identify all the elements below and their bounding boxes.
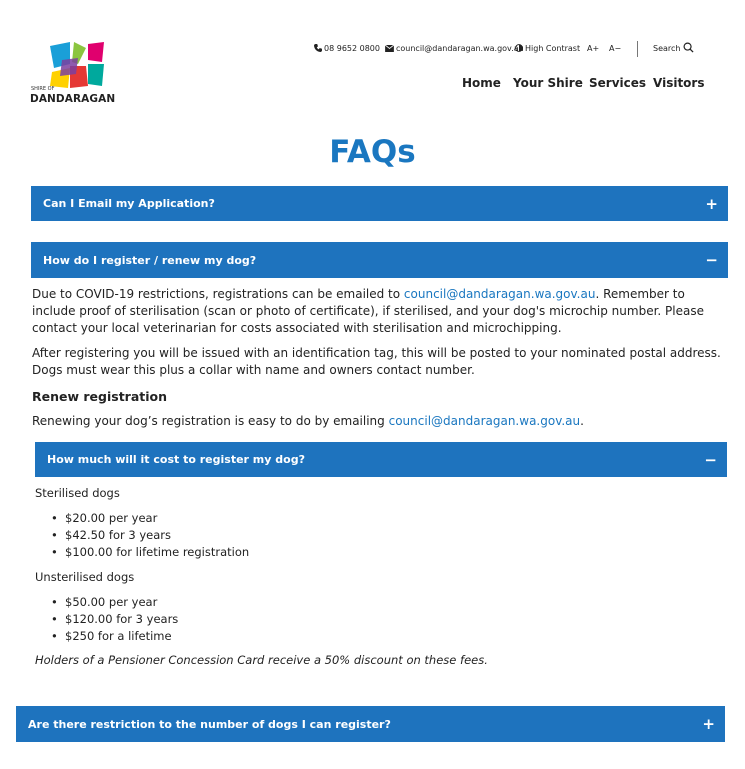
faq-question: Can I Email my Application? — [43, 197, 215, 210]
logo-prefix: SHIRE OF — [31, 86, 55, 92]
nav-services[interactable]: Services — [589, 76, 647, 90]
nav-home[interactable]: Home — [462, 76, 501, 90]
list-item: • $120.00 for 3 years — [51, 611, 178, 628]
council-email-link[interactable]: council@dandaragan.wa.gov.au — [388, 414, 581, 428]
list-item: • $20.00 per year — [51, 510, 249, 527]
pensioner-discount-note: Holders of a Pensioner Concession Card receive a 50% discount on these fees. — [35, 653, 488, 667]
register-paragraph-1: Due to COVID-19 restrictions, registrations can be emailed to council@dandaragan.wa.gov.au. Remember to include proof of sterilisation (scan or photo of certificate), if sterilised, and your dog's microchip number. Please contact your local veterinarian for costs associated with sterilisation and microchipping. — [32, 287, 704, 335]
font-increase-button[interactable]: A+ — [587, 44, 600, 53]
expand-icon[interactable]: + — [705, 194, 718, 213]
logo-mark-icon — [48, 42, 106, 90]
faq-dog-number-restriction[interactable] — [16, 706, 725, 742]
utility-bar — [300, 44, 700, 58]
faq-registration-cost[interactable] — [35, 442, 727, 477]
list-item: • $42.50 for 3 years — [51, 527, 249, 544]
utility-divider — [637, 41, 638, 57]
faq-question: Are there restriction to the number of dogs I can register? — [28, 717, 391, 731]
unsterilised-fee-list — [51, 594, 178, 645]
search-icon[interactable] — [683, 42, 694, 55]
contrast-icon — [515, 44, 523, 52]
phone-icon — [314, 44, 322, 52]
search-label[interactable]: Search — [653, 44, 681, 53]
nav-visitors[interactable]: Visitors — [653, 76, 705, 90]
email-link[interactable] — [385, 44, 524, 53]
faq-register-renew-dog[interactable] — [31, 242, 728, 278]
font-decrease-button[interactable]: A− — [609, 44, 622, 53]
renew-paragraph: Renewing your dog’s registration is easy to do by emailing council@dandaragan.wa.gov.au. — [32, 414, 584, 428]
sterilised-fee-list — [51, 510, 249, 561]
high-contrast-label: High Contrast — [525, 44, 581, 53]
collapse-icon[interactable]: − — [704, 450, 717, 469]
nav-your-shire[interactable]: Your Shire — [513, 76, 583, 90]
high-contrast-toggle[interactable] — [515, 44, 580, 53]
renew-registration-heading: Renew registration — [32, 389, 168, 404]
faq-email-application[interactable] — [31, 186, 728, 221]
list-item: • $100.00 for lifetime registration — [51, 544, 249, 561]
email-address: council@dandaragan.wa.gov.au — [396, 44, 524, 53]
collapse-icon[interactable]: − — [705, 251, 718, 269]
phone-link[interactable] — [314, 44, 380, 53]
logo-name: DANDARAGAN — [30, 93, 116, 105]
faq-question: How much will it cost to register my dog? — [47, 453, 305, 466]
phone-number: 08 9652 0800 — [324, 44, 380, 53]
envelope-icon — [385, 45, 394, 52]
list-item: • $250 for a lifetime — [51, 628, 178, 645]
shire-logo[interactable] — [28, 42, 116, 108]
page-title: FAQs — [329, 134, 416, 170]
council-email-link[interactable]: council@dandaragan.wa.gov.au — [403, 287, 596, 301]
faq-question: How do I register / renew my dog? — [43, 253, 257, 267]
register-paragraph-2: After registering you will be issued with an identification tag, this will be posted to your nominated postal address. Dogs must wear this plus a collar with name and owners contact number. — [32, 346, 721, 377]
unsterilised-dogs-label: Unsterilised dogs — [35, 570, 135, 584]
sterilised-dogs-label: Sterilised dogs — [35, 486, 120, 500]
list-item: • $50.00 per year — [51, 594, 178, 611]
expand-icon[interactable]: + — [702, 715, 715, 733]
